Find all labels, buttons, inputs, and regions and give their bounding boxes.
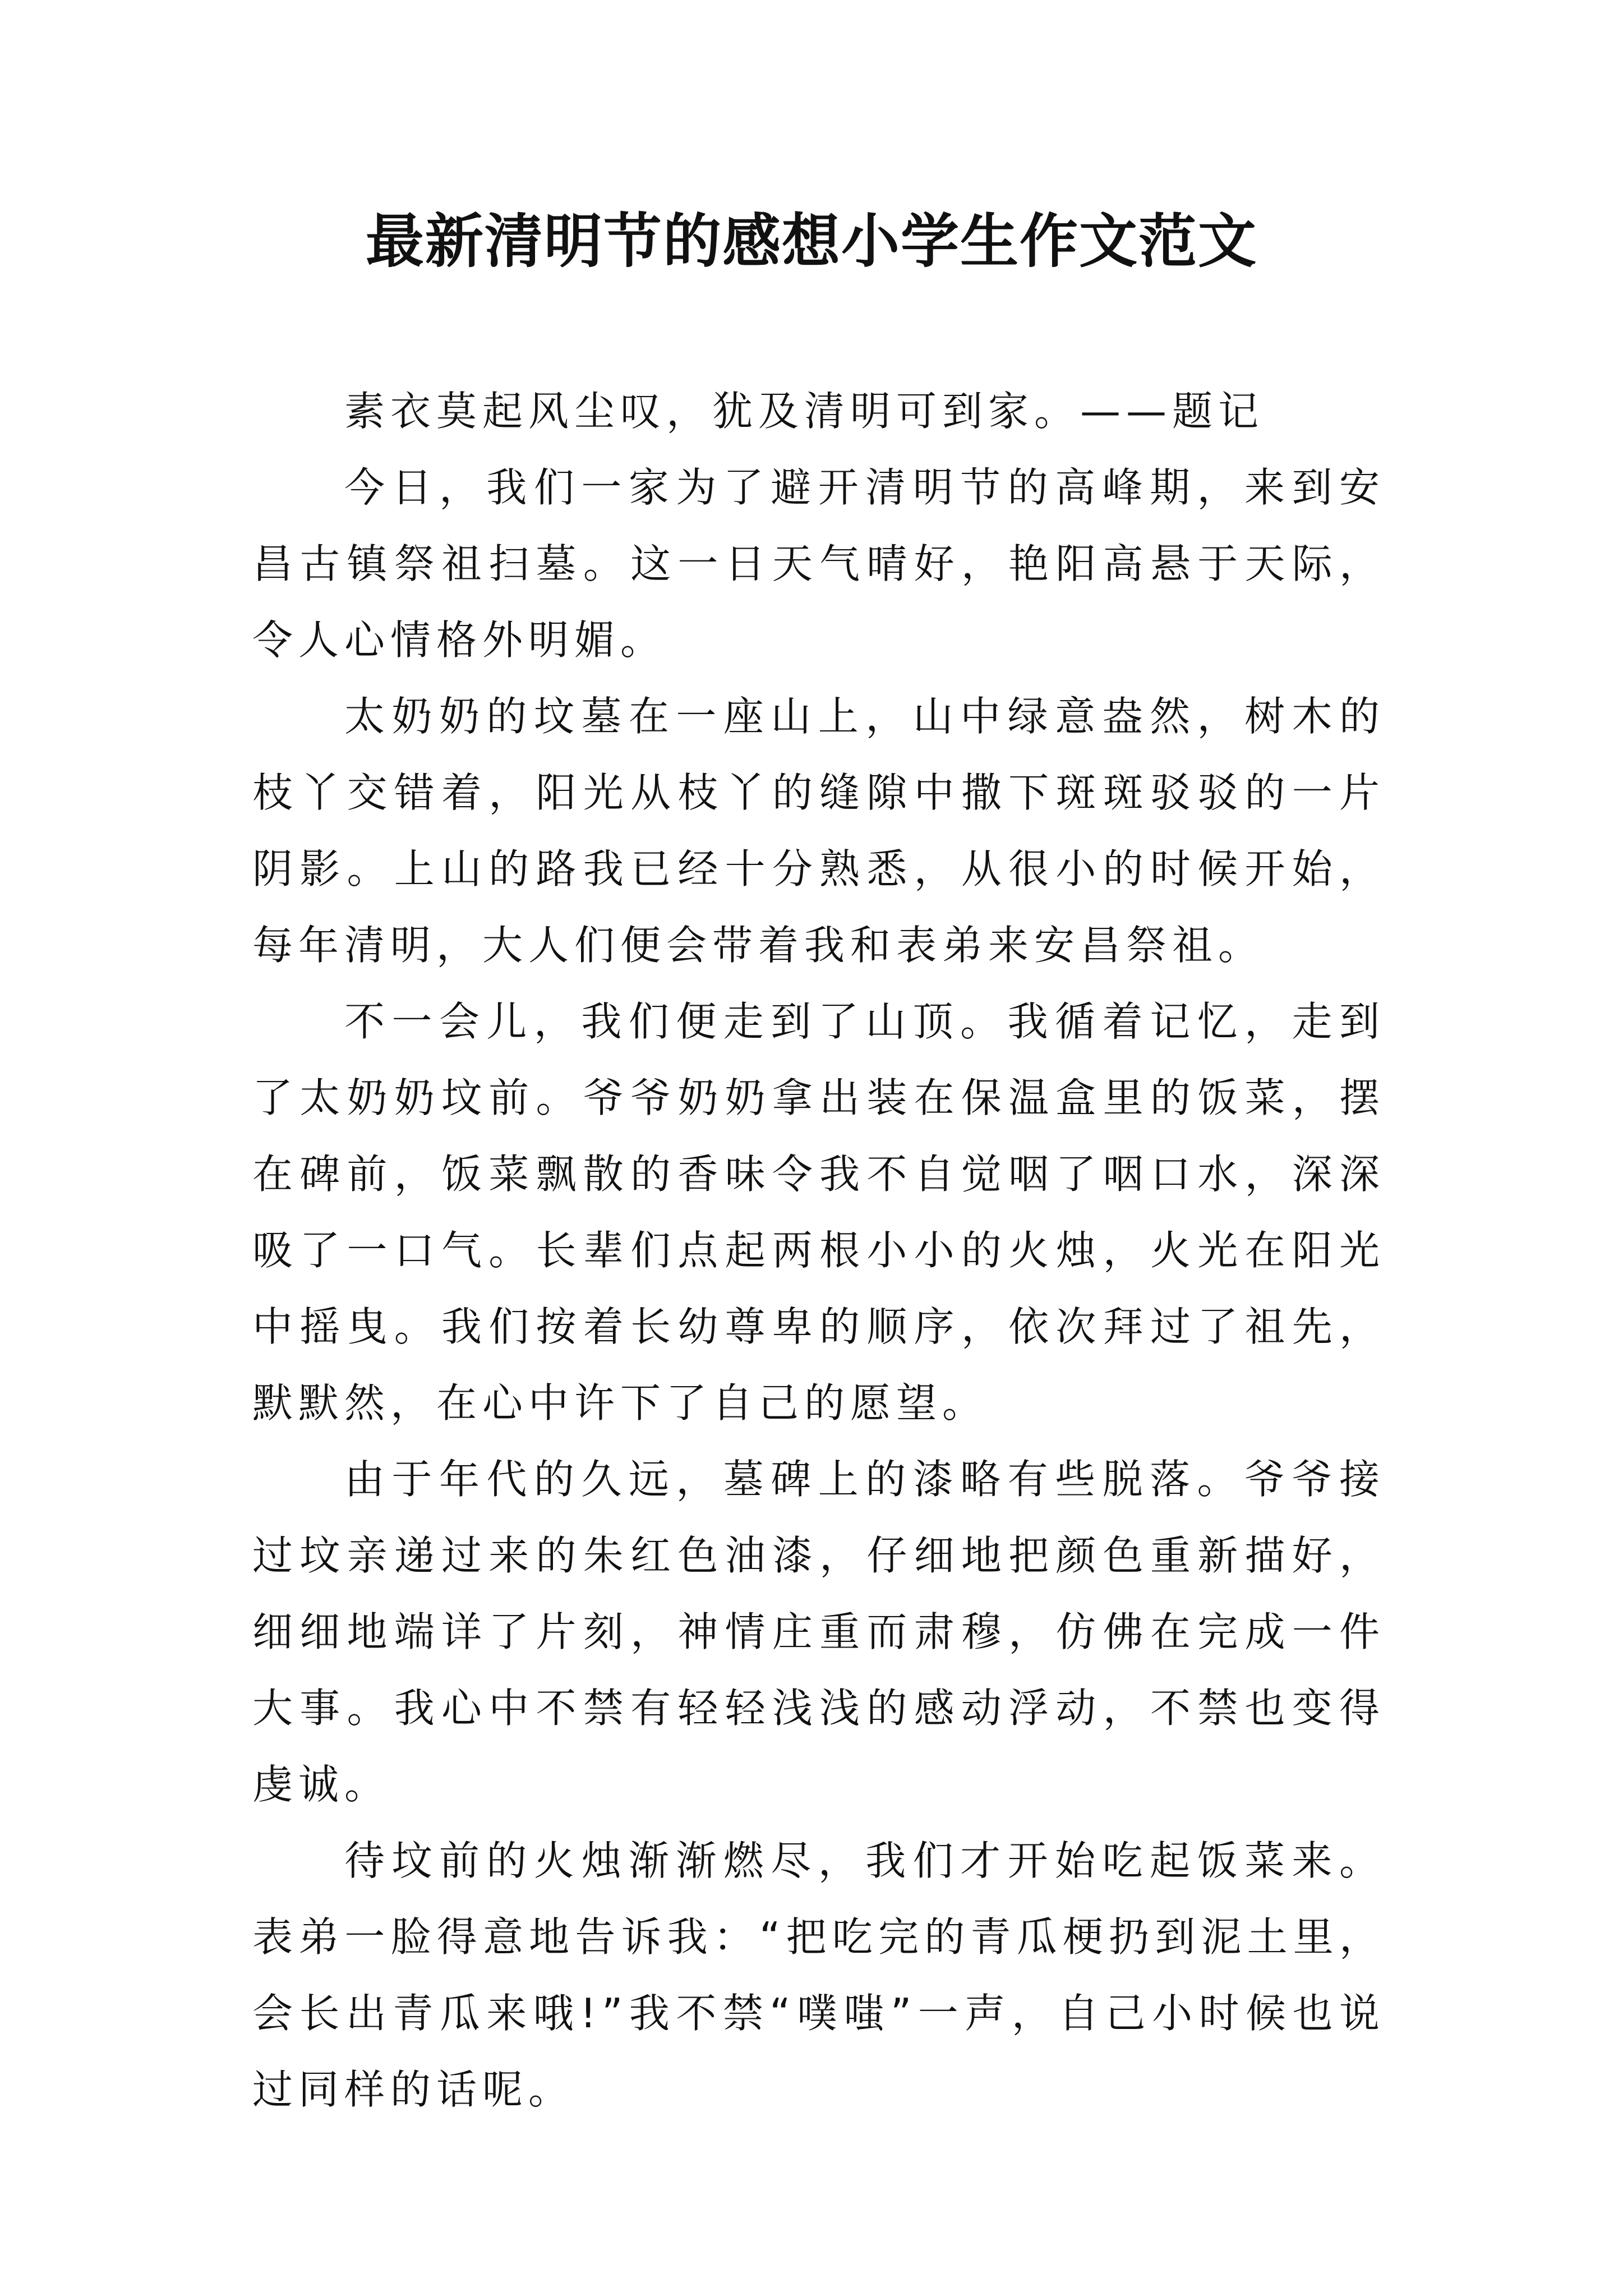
- document-body: [252, 373, 1385, 2128]
- document-title: 最新清明节的感想小学生作文范文: [365, 206, 1257, 275]
- paragraph-3: 不一会儿，我们便走到了山顶。我循着记忆，走到了太奶奶坟前。爷爷奶奶拿出装在保温盒里的饭菜，摆在碑前，饭菜飘散的香味令我不自觉咽了咽口水，深深吸了一口气。长辈们点起两根小小的火烛，火光在阳光中摇曳。我们按着长幼尊卑的顺序，依次拜过了祖先，默默然，在心中许下了自己的愿望。: [252, 998, 1385, 1427]
- paragraph-2: 太奶奶的坟墓在一座山上，山中绿意盎然，树木的枝丫交错着，阳光从枝丫的缝隙中撒下斑斑驳驳的一片阴影。上山的路我已经十分熟悉，从很小的时候开始，每年清明，大人们便会带着我和表弟来安昌祭祖。: [252, 693, 1385, 969]
- paragraph-4: 由于年代的久远，墓碑上的漆略有些脱落。爷爷接过坟亲递过来的朱红色油漆，仔细地把颜色重新描好，细细地端详了片刻，神情庄重而肃穆，仿佛在完成一件大事。我心中不禁有轻轻浅浅的感动浮动，不禁也变得虔诚。: [252, 1456, 1385, 1808]
- paragraph-epigraph: 素衣莫起风尘叹，犹及清明可到家。——题记: [344, 388, 1265, 435]
- paragraph-5: 待坟前的火烛渐渐燃尽，我们才开始吃起饭菜来。表弟一脸得意地告诉我：“把吃完的青瓜梗扔到泥土里，会长出青瓜来哦!”我不禁“噗嗤”一声，自己小时候也说过同样的话呢。: [252, 1837, 1385, 2113]
- paragraph-1: 今日，我们一家为了避开清明节的高峰期，来到安昌古镇祭祖扫墓。这一日天气晴好，艳阳高悬于天际，令人心情格外明媚。: [252, 464, 1385, 664]
